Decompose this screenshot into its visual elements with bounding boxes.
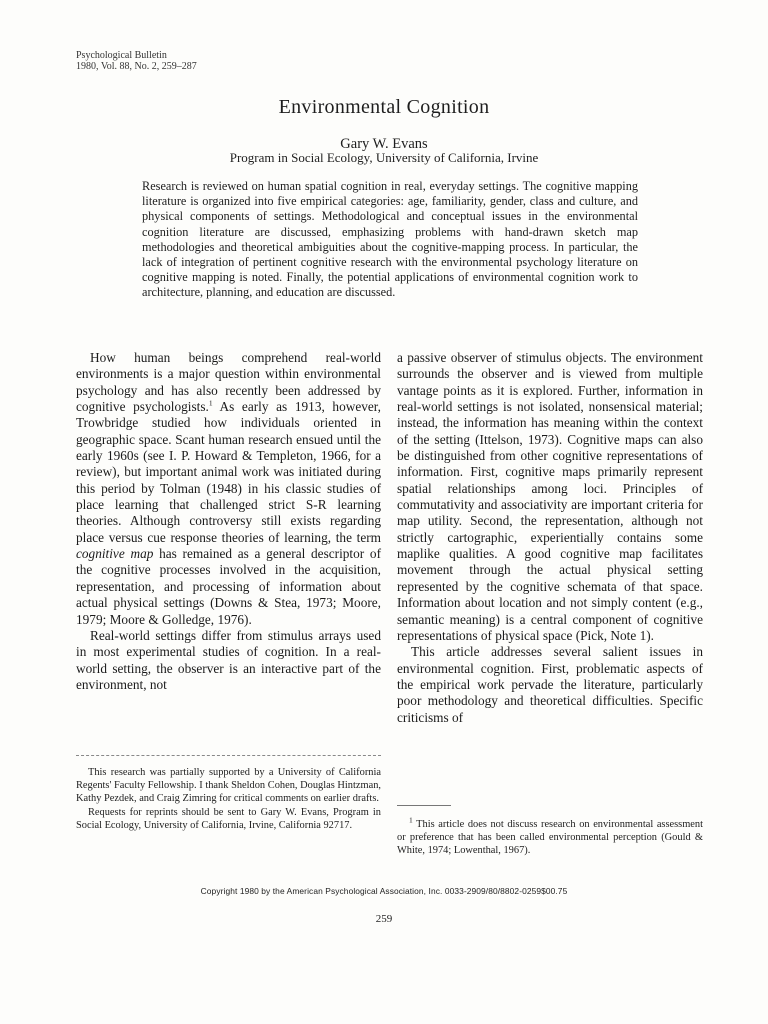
footnote-marker: 1 [409,815,413,825]
footnote-marker: 1 [208,398,213,408]
footnotes-right [397,815,703,858]
body-column-right [397,350,703,726]
article-author: Gary W. Evans [340,136,428,152]
journal-citation: 1980, Vol. 88, No. 2, 259–287 [76,61,197,72]
emphasized-term: cognitive map [76,546,154,562]
body-text: has remained as a general descriptor of the cognitive processes involved in the acquisition, representation, and processing of information about actual physical settings (Downs & Stea, 1973; Moore, 1979; Moore & Golledge, 1976). [76,546,382,627]
body-paragraph: a passive observer of stimulus objects. The environment surrounds the observer and is viewed from multiple vantage points as it is explored. Further, information in real-world settings is not isolated, nonsensical material; instead, the information has meaning within the context of the setting (Ittelson, 1973). Cognitive maps can also be distinguished from other cognitive representations of information. First, cognitive maps primarily represent spatial relationships among loci. Principles of commutativity and associativity are important criteria for map utility. Second, the representation, although not strictly cartographic, experientially contains some maplike qualities. A good cognitive map facilitates movement through the actual physical setting represented by the cognitive schemata of that space. Information about location and not simply content (e.g., semantic meaning) is a central component of cognitive representations of physical space (Pick, Note 1). [397,350,703,643]
footnotes-left [76,766,381,832]
footnote-text: This article does not discuss research on environmental assessment or preference that has been called environmental perception (Gould & White, 1974; Lowenthal, 1967). [397,819,703,857]
body-paragraph: Real-world settings differ from stimulus arrays used in most experimental studies of cognition. In a real-world setting, the observer is an interactive part of the environment, not [76,627,381,692]
footnote-divider [76,755,381,756]
page-number: 259 [375,913,393,925]
abstract: Research is reviewed on human spatial cognition in real, everyday settings. The cognitive mapping literature is organized into five empirical categories: age, familiarity, gender, class and culture, and physical components of settings. Methodological and conceptual issues in the environmental cognition literature are discussed, emphasizing problems with hand-drawn sketch map methodologies and theoretical ambiguities about the cognitive-mapping process. In particular, the lack of integration of pertinent cognitive research with the environmental psychology literature on cognitive mapping is noted. Finally, the potential applications of environmental cognition work to architecture, planning, and education are discussed. [142,179,638,300]
journal-name: Psychological Bulletin [76,50,167,61]
footnote-divider [397,805,451,806]
body-paragraph: This article addresses several salient issues in environmental cognition. First, problematic aspects of the empirical work pervade the literature, particularly poor methodology and theoretical difficulties. Specific criticisms of [397,644,703,725]
footnote [397,815,703,858]
footnote: Requests for reprints should be sent to Gary W. Evans, Program in Social Ecology, University of California, Irvine, California 92717. [76,806,381,831]
body-column-left [76,350,381,693]
copyright-line: Copyright 1980 by the American Psychological Association, Inc. 0033-2909/80/8802-0259$00.75 [200,886,568,896]
journal-reference [76,50,197,72]
body-paragraph [76,350,381,628]
article-title: Environmental Cognition [278,96,490,118]
footnote: This research was partially supported by a University of California Regents' Faculty Fellowship. I thank Sheldon Cohen, Douglas Hintzman, Kathy Pezdek, and Craig Zimring for critical comments on earlier drafts. [76,767,381,805]
body-text: How human beings comprehend real-world environments is a major question within environmental psychology and has also recently been addressed by cognitive psychologists. [76,350,381,415]
body-text: As early as 1913, however, Trowbridge studied how individuals oriented in geographic space. Scant human research ensued until the early 1960s (see I. P. Howard & Templeton, 1966, for a review), but important animal work was initiated during this period by Tolman (1948) in his classic studies of place learning that challenged strict S-R learning theories. Although controversy still exists regarding place versus cue response theories of learning, the term [76,399,382,545]
author-affiliation: Program in Social Ecology, University of California, Irvine [229,150,539,165]
